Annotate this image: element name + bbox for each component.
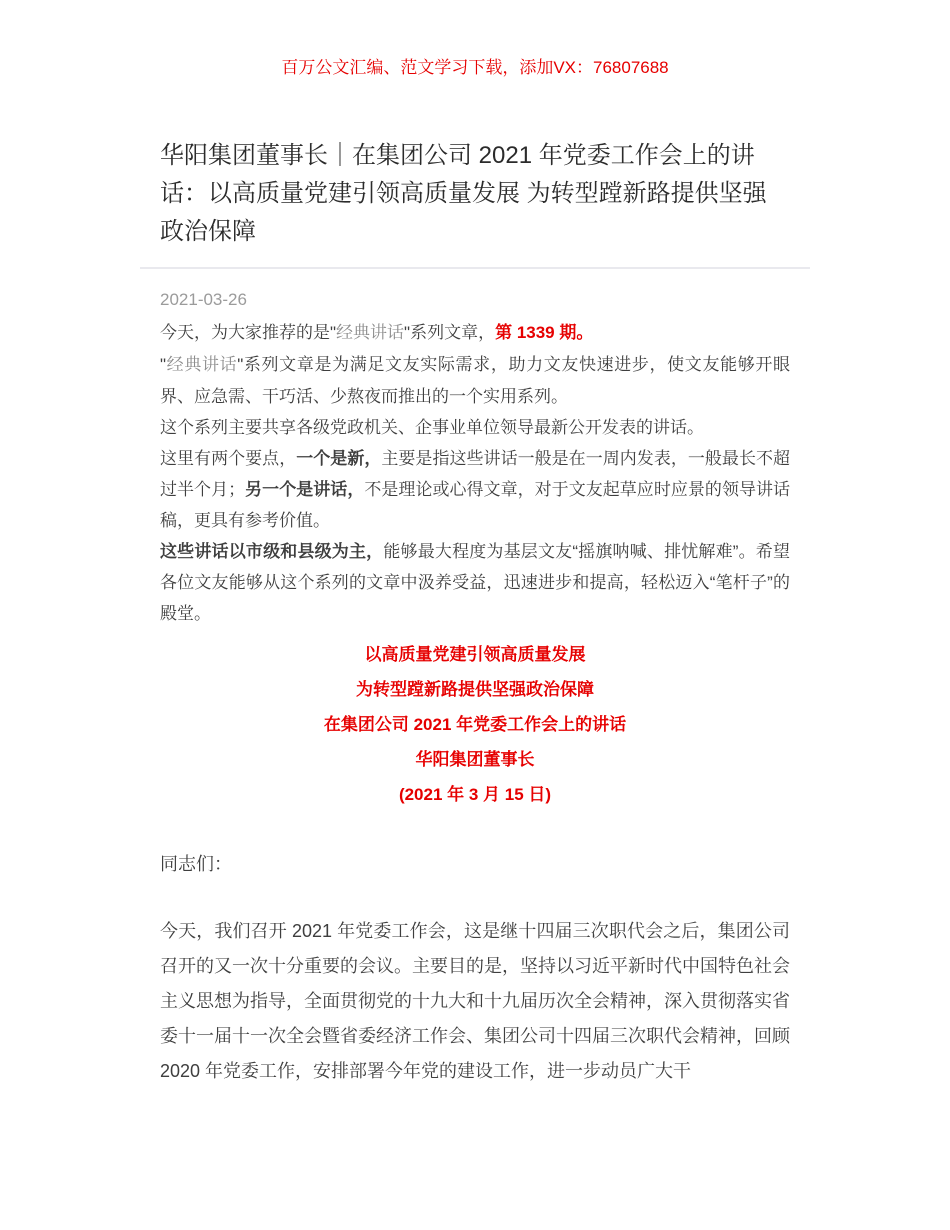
text-segment-normal: 这个系列主要共享各级党政机关、企事业单位领导最新公开发表的讲话。 xyxy=(160,418,704,437)
article-date: 2021-03-26 xyxy=(160,290,247,309)
red-heading-line: 华阳集团董事长 xyxy=(415,750,535,769)
text-segment-normal: "系列文章是为满足文友实际需求，助力文友快速进步，使文友能够开眼界、应急需、干巧活、少熬夜而推出的一个实用系列。 xyxy=(160,355,790,406)
article-content xyxy=(140,289,810,1089)
speech-paragraph: 今天，我们召开 2021 年党委工作会，这是继十四届三次职代会之后，集团公司召开的又一次十分重要的会议。主要目的是，坚持以习近平新时代中国特色社会主义思想为指导，全面贯彻党的十九大和十九届历次全会精神，深入贯彻落实省委十一届十一次全会暨省委经济工作会、集团公司十四届三次职代会精神，回顾 2020 年党委工作，安排部署今年党的建设工作，进一步动员广大干 xyxy=(160,921,790,1081)
intro-paragraph xyxy=(160,317,790,349)
text-segment-normal: 不是理论或心得文章，对于文友起草应时应景的领导讲话稿，更具有参考价值。 xyxy=(160,480,791,530)
text-segment-bold: 这些讲话以市级和县级为主， xyxy=(160,542,384,561)
red-heading-line: 以高质量党建引领高质量发展 xyxy=(364,645,586,664)
intro-section xyxy=(160,317,790,629)
text-segment-bold: 另一个是讲话， xyxy=(245,480,365,499)
text-segment-normal: "系列文章， xyxy=(404,323,496,342)
text-segment-normal: 今天，为大家推荐的是" xyxy=(160,323,337,342)
red-heading-block xyxy=(160,637,790,812)
text-segment-normal: 这里有两个要点， xyxy=(160,449,297,468)
red-heading-line: (2021 年 3 月 15 日) xyxy=(398,785,552,804)
promo-banner: 百万公文汇编、范文学习下载，添加VX：76807688 xyxy=(281,58,669,77)
speech-greeting: 同志们： xyxy=(160,854,232,874)
text-segment-gray: 经典讲话 xyxy=(166,355,238,375)
article xyxy=(140,137,810,1089)
intro-paragraph xyxy=(160,443,790,536)
intro-paragraph xyxy=(160,536,790,629)
text-segment-gray: 经典讲话 xyxy=(336,323,405,343)
text-segment-bold: 一个是新， xyxy=(296,449,382,468)
text-segment-redbold: 第 1339 期。 xyxy=(495,323,594,342)
red-heading-line: 在集团公司 2021 年党委工作会上的讲话 xyxy=(323,715,627,734)
intro-paragraph xyxy=(160,349,790,412)
text-segment-normal: " xyxy=(160,355,167,374)
text-segment-normal: 主要是指这些讲话一般是在一周内发表，一般最长不超过半个月； xyxy=(160,449,791,499)
article-title: 华阳集团董事长｜在集团公司 2021 年党委工作会上的讲话：以高质量党建引领高质量发展 为转型蹚新路提供坚强政治保障 xyxy=(140,137,810,269)
red-heading-line: 为转型蹚新路提供坚强政治保障 xyxy=(356,680,594,699)
intro-paragraph xyxy=(160,412,790,443)
text-segment-normal: 能够最大程度为基层文友“摇旗呐喊、排忧解难”。希望各位文友能够从这个系列的文章中汲养受益，迅速进步和提高，轻松迈入“笔杆子”的殿堂。 xyxy=(160,542,790,623)
